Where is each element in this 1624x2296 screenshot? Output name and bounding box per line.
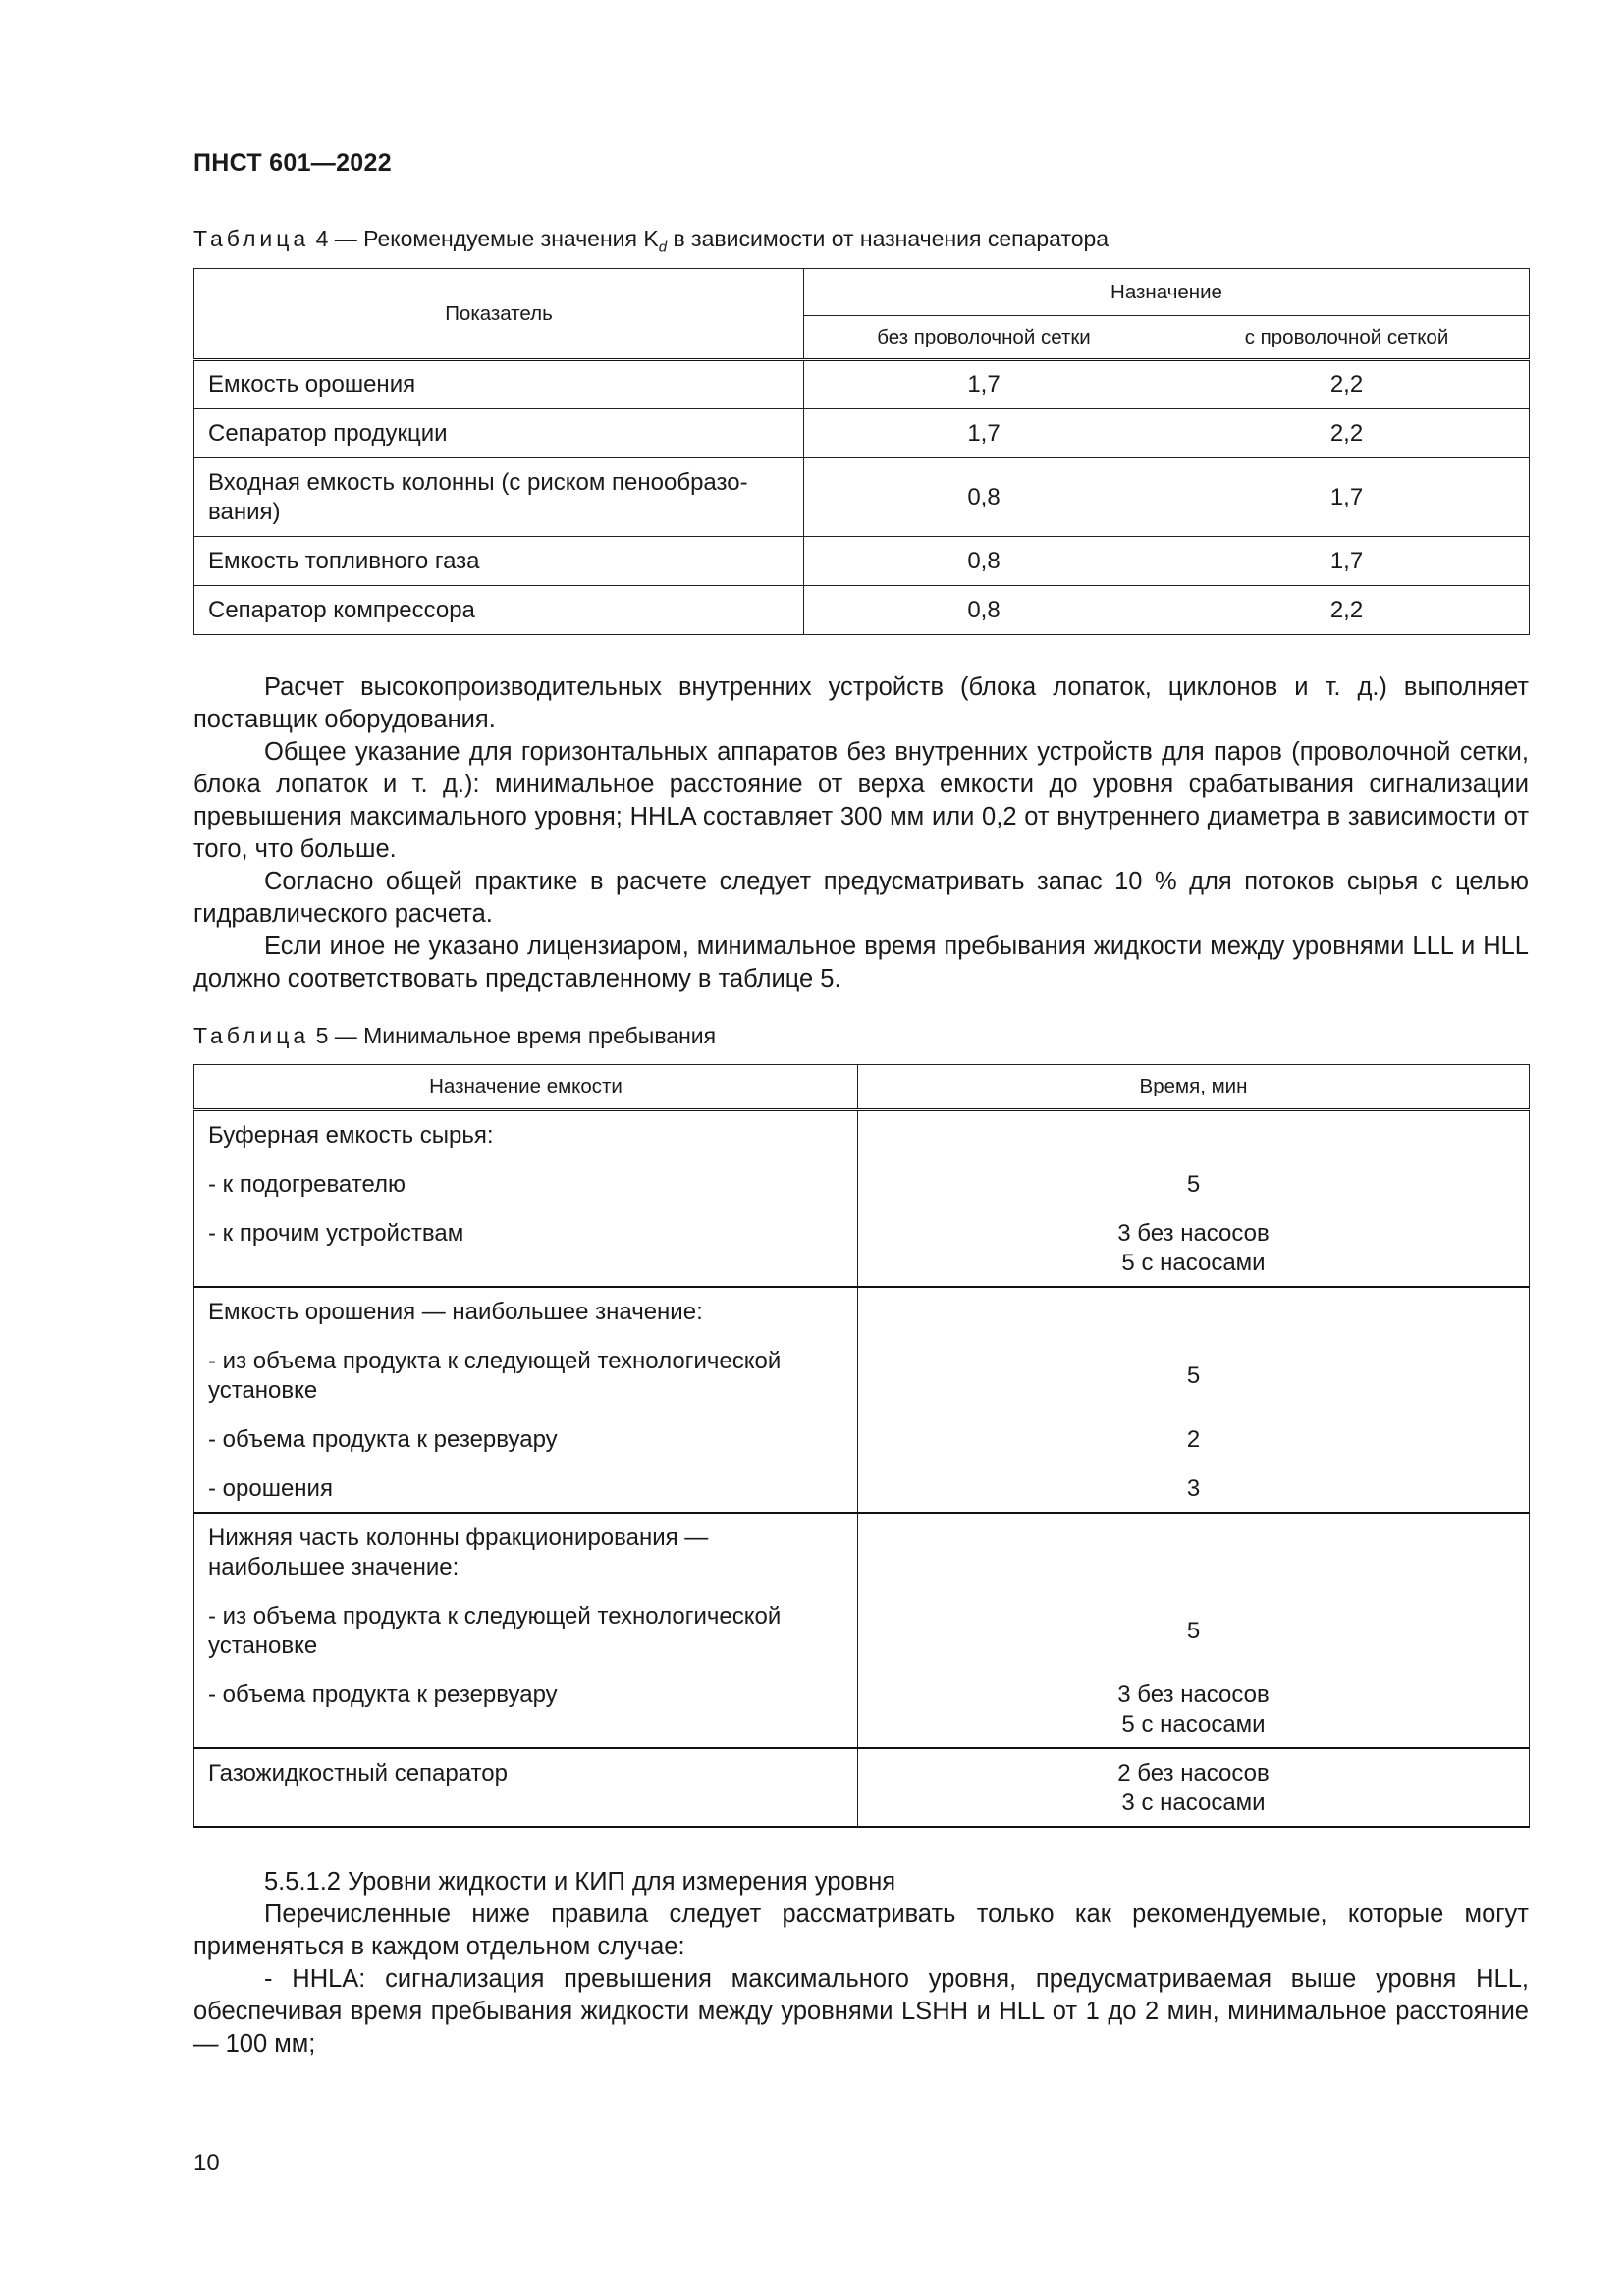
row-label: Сепаратор компрессора bbox=[194, 586, 804, 635]
table4-caption-rest: в зависимости от назначения сепаратора bbox=[667, 226, 1110, 251]
body-text-1 bbox=[193, 671, 1529, 995]
item-value: 3 bbox=[1186, 1475, 1201, 1502]
item-value: 3 без насосов bbox=[1117, 1220, 1270, 1247]
group-labels bbox=[194, 1110, 858, 1288]
group-labels bbox=[194, 1287, 858, 1513]
paragraph: Общее указание для горизонтальных аппаратов без внутренних устройств для паров (проволочной сетки, блока лопаток и т. д.): минимальное расстояние от верха емкости до уровня срабатывания сигнализации превышения максимального уровня; HHLA составляет 300 мм или 0,2 от внутреннего диаметра в зависимости от того, что больше. bbox=[193, 738, 1529, 863]
item-label: Газожидкостный сепаратор bbox=[208, 1760, 508, 1787]
table-row bbox=[194, 409, 1530, 458]
paragraph: Согласно общей практике в расчете следует предусматривать запас 10 % для потоков сырья с целью гидравлического расчета. bbox=[193, 868, 1529, 928]
group-labels bbox=[194, 1748, 858, 1827]
row-label: Емкость топливного газа bbox=[194, 537, 804, 586]
item-value: 5 bbox=[1186, 1618, 1201, 1644]
item-label: - к прочим устройствам bbox=[208, 1220, 464, 1247]
row-value: 2,2 bbox=[1164, 360, 1530, 409]
item-label: - объема продукта к резервуару bbox=[208, 1682, 558, 1708]
row-value: 2,2 bbox=[1164, 409, 1530, 458]
row-value: 1,7 bbox=[1164, 537, 1530, 586]
table5-head-col1: Назначение емкости bbox=[194, 1065, 858, 1110]
row-value: 0,8 bbox=[804, 458, 1164, 537]
table4-caption-sub: d bbox=[658, 239, 668, 256]
item-value: 5 с насосами bbox=[1121, 1711, 1266, 1737]
table4-head-purpose: Назначение bbox=[804, 269, 1530, 316]
item-label: - объема продукта к резервуару bbox=[208, 1426, 558, 1453]
table4-head-col2: с проволочной сеткой bbox=[1164, 316, 1530, 360]
table4-caption-main: 4 — Рекомендуемые значения K bbox=[315, 226, 659, 251]
item-value: 2 без насосов bbox=[1117, 1760, 1270, 1787]
item-value: 5 bbox=[1186, 1362, 1201, 1389]
table5-caption bbox=[193, 1023, 716, 1049]
row-value: 1,7 bbox=[1164, 458, 1530, 537]
group-values bbox=[858, 1513, 1530, 1748]
group-values bbox=[858, 1110, 1530, 1288]
table-group-row bbox=[194, 1513, 1530, 1748]
table5 bbox=[193, 1064, 1530, 1828]
row-label: Сепаратор продукции bbox=[194, 409, 804, 458]
table5-head-col2: Время, мин bbox=[858, 1065, 1530, 1110]
section-heading: 5.5.1.2 Уровни жидкости и КИП для измерения уровня bbox=[264, 1868, 896, 1896]
table-row bbox=[194, 537, 1530, 586]
item-label: - к подогревателю bbox=[208, 1171, 406, 1198]
row-value: 2,2 bbox=[1164, 586, 1530, 635]
table-row bbox=[194, 586, 1530, 635]
item-value: 3 с насосами bbox=[1121, 1789, 1266, 1816]
paragraph: Если иное не указано лицензиаром, минимальное время пребывания жидкости между уровнями LLL и HLL должно соответствовать представленному в таблице 5. bbox=[193, 933, 1529, 992]
item-value: 3 без насосов bbox=[1117, 1682, 1270, 1708]
table4-head-indicator: Показатель bbox=[194, 269, 804, 360]
row-label: Входная емкость колонны (с риском пенообразо-вания) bbox=[194, 458, 804, 537]
paragraph: Перечисленные ниже правила следует рассматривать только как рекомендуемые, которые могут применяться в каждом отдельном случае: bbox=[193, 1900, 1529, 1960]
table4-body bbox=[194, 360, 1530, 635]
table-group-row bbox=[194, 1748, 1530, 1827]
group-values bbox=[858, 1748, 1530, 1827]
table-group-row bbox=[194, 1110, 1530, 1288]
table4-head-col1: без проволочной сетки bbox=[804, 316, 1164, 360]
group-title: Буферная емкость сырья: bbox=[208, 1122, 494, 1148]
item-value: 2 bbox=[1186, 1426, 1201, 1453]
body-text-2 bbox=[193, 1866, 1529, 2060]
item-label: - орошения bbox=[208, 1475, 333, 1502]
row-value: 1,7 bbox=[804, 409, 1164, 458]
table5-caption-main: 5 — Минимальное время пребывания bbox=[315, 1023, 717, 1048]
table5-caption-prefix: Таблица bbox=[193, 1023, 310, 1048]
row-value: 1,7 bbox=[804, 360, 1164, 409]
paragraph: - HHLA: сигнализация превышения максимального уровня, предусматриваемая выше уровня HLL, обеспечивая время пребывания жидкости между уровнями LSHH и HLL от 1 до 2 мин, минимальное расстояние — 100 мм; bbox=[193, 1965, 1529, 2057]
table-row bbox=[194, 360, 1530, 409]
group-labels bbox=[194, 1513, 858, 1748]
table4-caption-prefix: Таблица bbox=[193, 226, 310, 251]
item-label: - из объема продукта к следующей технологической установке bbox=[208, 1348, 782, 1404]
group-title: Емкость орошения — наибольшее значение: bbox=[208, 1299, 703, 1325]
paragraph: Расчет высокопроизводительных внутренних устройств (блока лопаток, циклонов и т. д.) выполняет поставщик оборудования. bbox=[193, 673, 1529, 733]
group-values bbox=[858, 1287, 1530, 1513]
group-title: Нижняя часть колонны фракционирования — наибольшее значение: bbox=[208, 1524, 709, 1580]
document-code: ПНСТ 601—2022 bbox=[193, 149, 392, 177]
item-label: - из объема продукта к следующей технологической установке bbox=[208, 1603, 782, 1659]
item-value: 5 с насосами bbox=[1121, 1250, 1266, 1276]
table-row bbox=[194, 458, 1530, 537]
row-value: 0,8 bbox=[804, 537, 1164, 586]
row-label: Емкость орошения bbox=[194, 360, 804, 409]
row-value: 0,8 bbox=[804, 586, 1164, 635]
item-value: 5 bbox=[1186, 1171, 1201, 1198]
table-group-row bbox=[194, 1287, 1530, 1513]
table4-caption bbox=[193, 226, 1109, 256]
page-number: 10 bbox=[193, 2150, 220, 2176]
table4 bbox=[193, 268, 1530, 635]
table5-body bbox=[194, 1110, 1530, 1828]
